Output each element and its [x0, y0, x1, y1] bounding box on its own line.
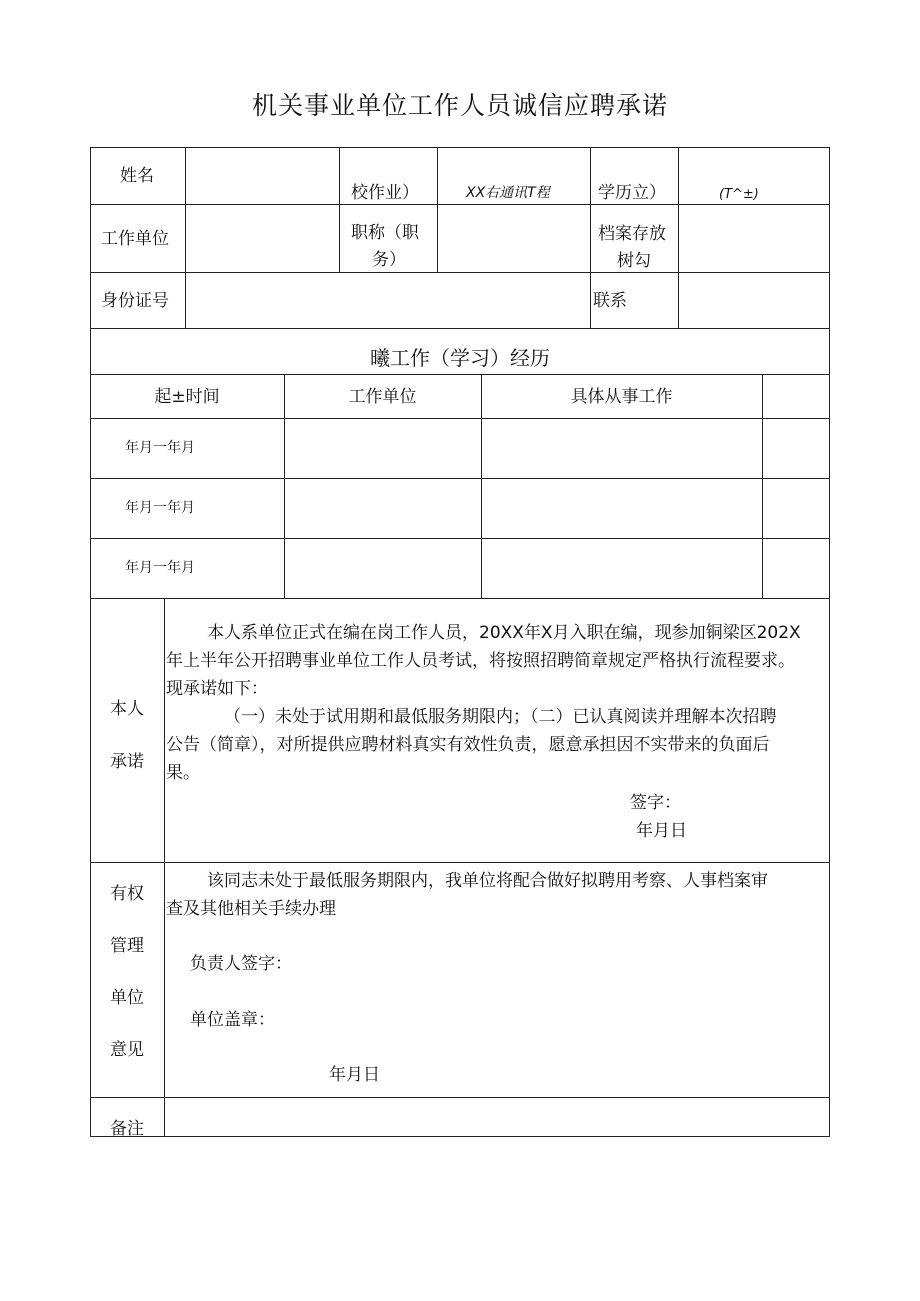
pledge-text-line: 公告（简章），对所提供应聘材料真实有效性负责，愿意承担因不实带来的负面后	[166, 735, 770, 755]
pledge-label-line1: 本人	[110, 699, 144, 719]
unit-seal-label: 单位盖章：	[190, 1010, 275, 1030]
row-divider	[90, 478, 830, 479]
authority-label-line: 管理	[110, 936, 144, 956]
col-divider	[481, 374, 482, 598]
id-number-label: 身份证号	[101, 291, 169, 311]
row-divider	[90, 328, 830, 329]
col-divider	[339, 147, 340, 272]
pledge-date: 年月日	[636, 821, 687, 841]
leader-signature-label: 负责人签字：	[190, 954, 292, 974]
history-header-duties: 具体从事工作	[570, 387, 673, 407]
row-divider	[90, 272, 830, 273]
row-divider	[90, 204, 830, 205]
col-divider	[185, 147, 186, 328]
history-header-unit: 工作单位	[348, 387, 417, 407]
row-divider	[90, 1097, 830, 1098]
row-divider	[90, 862, 830, 863]
col-divider	[284, 374, 285, 598]
authority-date: 年月日	[329, 1065, 380, 1085]
name-label: 姓名	[120, 166, 154, 186]
history-row-period: 年月一年月	[125, 440, 195, 456]
authority-text-line: 该同志未处于最低服务期限内，我单位将配合做好拟聘用考察、人事档案审	[207, 871, 768, 891]
page-title: 机关事业单位工作人员诚信应聘承诺	[251, 91, 668, 120]
pledge-label-line2: 承诺	[110, 752, 144, 772]
row-divider	[90, 418, 830, 419]
title-label-line2: 务）	[372, 250, 406, 270]
col-divider	[678, 147, 679, 328]
row-divider	[90, 374, 830, 375]
row-divider	[90, 598, 830, 599]
history-header-period: 起±时间	[154, 387, 220, 407]
work-unit-label: 工作单位	[101, 229, 169, 249]
title-label-line1: 职称（职	[351, 223, 419, 243]
col-divider	[164, 598, 165, 1137]
education-label: 学历立）	[598, 183, 666, 203]
col-divider	[590, 147, 591, 328]
col-divider	[437, 147, 438, 272]
archive-label-line2: 树勾	[617, 251, 651, 271]
school-major-label: 校作业）	[351, 183, 419, 203]
pledge-text-line: 年上半年公开招聘事业单位工作人员考试，将按照招聘简章规定严格执行流程要求。	[166, 651, 795, 671]
history-section-title: 曦工作（学习）经历	[370, 346, 550, 370]
authority-label-line: 意见	[110, 1040, 144, 1060]
archive-label-line1: 档案存放	[598, 224, 666, 244]
authority-label-line: 单位	[110, 988, 144, 1008]
history-row-period: 年月一年月	[125, 560, 195, 576]
authority-label-line: 有权	[110, 884, 144, 904]
pledge-signature-label: 签字：	[630, 793, 681, 813]
contact-label: 联系	[593, 291, 627, 311]
row-divider	[90, 538, 830, 539]
remarks-label: 备注	[110, 1119, 144, 1139]
col-divider	[762, 374, 763, 598]
pledge-text-line: 本人系单位正式在编在岗工作人员，20XX年X月入职在编，现参加铜梁区202X	[207, 623, 801, 643]
school-major-value: XX右通讯T程	[466, 185, 550, 201]
authority-text-line: 查及其他相关手续办理	[166, 899, 336, 919]
pledge-text-line: 果。	[166, 763, 200, 783]
education-value: (T^±)	[719, 187, 759, 202]
pledge-text-line: 现承诺如下：	[166, 679, 268, 699]
pledge-text-line: （一）未处于试用期和最低服务期限内；（二）已认真阅读并理解本次招聘	[224, 707, 777, 727]
history-row-period: 年月一年月	[125, 500, 195, 516]
